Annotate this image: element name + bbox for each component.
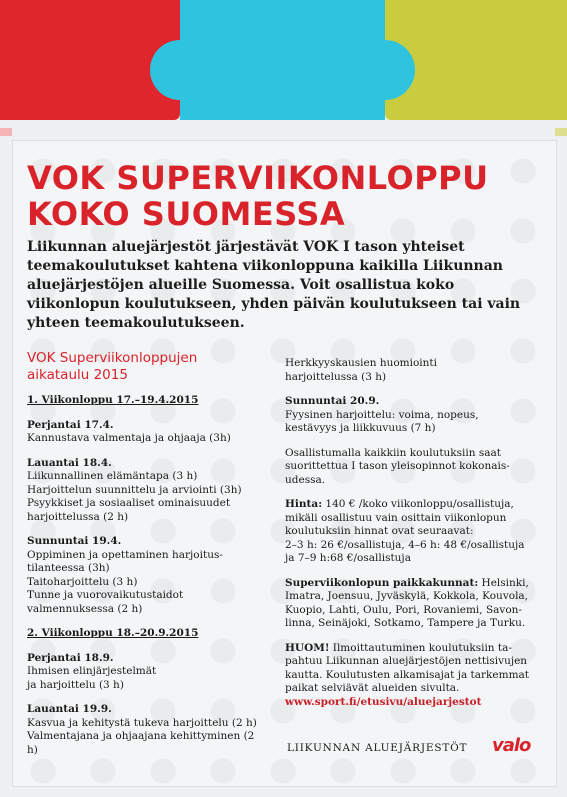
intro-text: Liikunnan aluejärjestöt järjestävät VOK I tason yhteiset teemakoulutukset kahtena viikonloppuna kaikilla Liikunnan aluejärjestöjen alueille Suomessa. Voit osallistua koko viikonlopun koulutukseen, yhden päivän koulutukseen tai vain yhteen teemakoulutukseen.: [27, 239, 521, 331]
price-info: Hinta: 140 € /koko viikonloppu/osallistuja, mikäli osallistuu vain osittain viikonlopun koulutuksiin hinnat ovat seuraavat: 2–3 h: 26 €/osallistuja, 4–6 h: 48 €/osallistuja ja 7–9 h:68 €/osallistuja: [285, 498, 525, 564]
week1-sunday: Sunnuntai 19.4. Oppiminen ja opettaminen harjoitus- tilanteessa (3h) Taitoharjoittelu (3 h) Tunne ja vuorovaikutustaidot valmennuksessa (2 h): [27, 535, 223, 615]
puzzle-knob-left: [150, 40, 210, 100]
registration-link[interactable]: www.sport.fi/etusivu/aluejarjestot: [285, 695, 482, 708]
puzzle-knob-right: [355, 40, 415, 100]
title-line-2: KOKO SUOMESSA: [27, 195, 346, 233]
page-title: [27, 160, 547, 232]
completion-note: Osallistumalla kaikkiin koulutuksiin saat suorittettua I tason yleisopinnot kokonais- udessa.: [285, 446, 510, 486]
week2-saturday: Lauantai 19.9. Kasvua ja kehitystä tukeva harjoittelu (2 h) Valmentajana ja ohjaajana kehittyminen (2 h): [27, 703, 257, 756]
price-label: Hinta:: [285, 498, 323, 510]
week2-saturday-continued: Herkkyyskausien huomiointi harjoittelussa (3 h): [285, 357, 437, 383]
week2-friday: Perjantai 18.9. Ihmisen elinjärjestelmät ja harjoittelu (3 h): [27, 651, 157, 691]
places-label: Superviikonlopun paikkakunnat:: [285, 576, 479, 589]
week1-label: 1. Viikonloppu 17.–19.4.2015: [27, 394, 199, 406]
week2-label: 2. Viikonloppu 18.–20.9.2015: [27, 627, 199, 639]
registration-note: HUOM! Ilmoittautuminen koulutuksiin ta- pahtuu Liikunnan aluejärjestöjen nettisivujen kautta. Koulutusten alkamisajat ja tarkemmat paikat selviävät alueiden sivulta. www.sport.fi/etusivu/aluejarjestot: [285, 642, 553, 710]
info-column-right: [285, 357, 553, 720]
header-band-cyan: [180, 0, 385, 120]
week1-saturday: Lauantai 18.4. Liikunnallinen elämäntapa (3 h) Harjoittelun suunnittelu ja arviointi (3h) Psyykkiset ja sosiaaliset ominaisuudet harjoittelussa (2 h): [27, 456, 242, 523]
schedule-column-left: [27, 350, 267, 768]
title-line-1: VOK SUPERVIIKONLOPPU: [27, 159, 489, 197]
valo-logo: valo: [492, 735, 531, 756]
note-label: HUOM!: [285, 641, 330, 654]
footer-org-name: LIIKUNNAN ALUEJÄRJESTÖT: [287, 742, 468, 754]
schedule-title: VOK Superviikonloppujen aikataulu 2015: [27, 350, 198, 383]
week1-friday: Perjantai 17.4. Kannustava valmentaja ja ohjaaja (3h): [27, 418, 231, 444]
accent-stripe-right: [555, 128, 567, 136]
week2-sunday: Sunnuntai 20.9. Fyysinen harjoittelu: voima, nopeus, kestävyys ja liikkuvuus (7 h): [285, 395, 479, 434]
accent-stripe-left: [0, 128, 12, 136]
places-info: Superviikonlopun paikkakunnat: Helsinki, Imatra, Joensuu, Jyväskylä, Kokkola, Kouvola, Kuopio, Lahti, Oulu, Pori, Rovaniemi, Savon- linna, Seinäjoki, Sotkamo, Tampere ja Turku.: [285, 576, 529, 629]
